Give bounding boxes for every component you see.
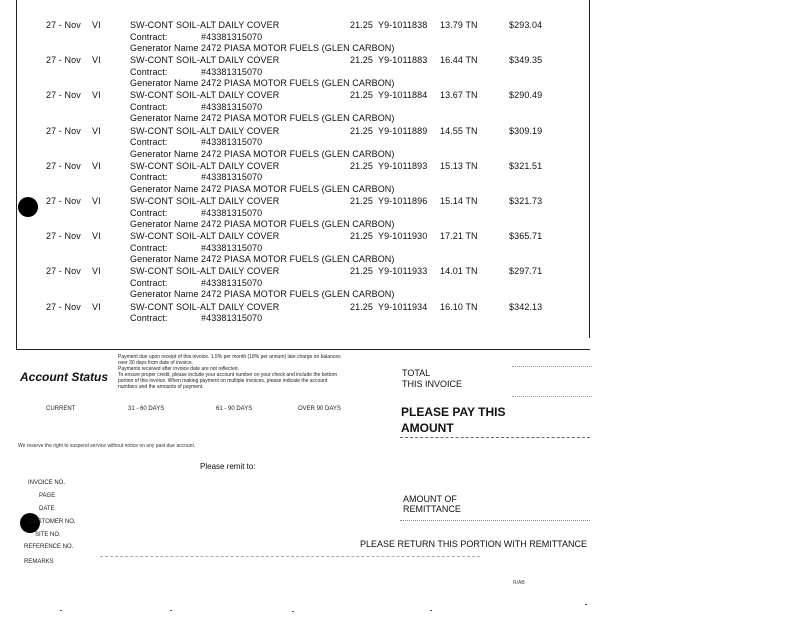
row-date: 27 - Nov — [46, 20, 81, 30]
row-ticket: Y9-1011889 — [378, 125, 428, 136]
row-ticket: Y9-1011933 — [378, 266, 428, 277]
row-contract: #43381315070 — [201, 172, 263, 183]
row-rate: 21.25 — [350, 266, 374, 277]
row-amount: $309.19 — [509, 125, 543, 136]
scan-speck — [430, 610, 432, 611]
row-generator: 2472 PIASA MOTOR FUELS (GLEN CARBON) — [201, 254, 395, 265]
table-left-border — [16, 0, 17, 350]
row-ticket: Y9-1011934 — [378, 301, 428, 312]
row-contract: #43381315070 — [201, 31, 263, 42]
row-ticket: Y9-1011930 — [378, 231, 428, 242]
row-generator: 2472 PIASA MOTOR FUELS (GLEN CARBON) — [201, 78, 395, 89]
row-desc: SW-CONT SOIL-ALT DAILY COVER — [130, 196, 280, 206]
current-label: CURRENT — [46, 406, 76, 412]
date-label: DATE — [39, 506, 55, 512]
customer-no-label: CUSTOMER NO. — [29, 519, 76, 525]
row-desc: SW-CONT SOIL-ALT DAILY COVER — [130, 20, 280, 30]
row-generator: 2472 PIASA MOTOR FUELS (GLEN CARBON) — [201, 219, 395, 229]
amount-of-remittance-label: AMOUNT OF REMITTANCE — [403, 494, 461, 514]
row-generator: 2472 PIASA MOTOR FUELS (GLEN CARBON) — [201, 183, 395, 194]
row-code: VI — [92, 90, 101, 101]
row-desc: SW-CONT SOIL-ALT DAILY COVER — [130, 301, 280, 312]
row-ticket: Y9-1011838 — [378, 20, 428, 30]
row-tons: 16.44 TN — [440, 55, 478, 66]
row-rate: 21.25 — [350, 160, 374, 171]
row-rate: 21.25 — [350, 125, 374, 136]
reference-no-label: REFERENCE NO. — [24, 544, 74, 550]
row-contract: #43381315070 — [201, 313, 263, 324]
row-tons: 17.21 TN — [440, 231, 478, 242]
row-date: 27 - Nov — [46, 160, 81, 171]
row-rate: 21.25 — [350, 301, 374, 312]
row-desc: SW-CONT SOIL-ALT DAILY COVER — [130, 90, 280, 101]
row-contract-label: Contract: — [130, 277, 168, 288]
row-contract: #43381315070 — [201, 242, 263, 253]
row-generator-label: Generator Name — [130, 219, 199, 229]
total-label: TOTAL THIS INVOICE — [402, 368, 463, 389]
row-desc: SW-CONT SOIL-ALT DAILY COVER — [130, 125, 280, 136]
row-contract-label: Contract: — [130, 31, 168, 42]
row-amount: $290.49 — [509, 90, 543, 101]
table-bottom-border — [16, 349, 590, 350]
row-contract-label: Contract: — [130, 101, 168, 112]
row-generator: 2472 PIASA MOTOR FUELS (GLEN CARBON) — [201, 148, 395, 159]
scan-speck — [585, 604, 587, 605]
scan-speck — [170, 610, 172, 611]
row-tons: 15.14 TN — [440, 196, 478, 206]
row-tons: 14.55 TN — [440, 125, 478, 136]
row-code: VI — [92, 196, 101, 206]
row-code: VI — [92, 125, 101, 136]
row-date: 27 - Nov — [46, 266, 81, 277]
please-pay-label: PLEASE PAY THIS AMOUNT — [401, 405, 506, 435]
remittance-rule — [400, 520, 590, 521]
row-date: 27 - Nov — [46, 90, 81, 101]
row-amount: $349.35 — [509, 55, 543, 66]
total-dots-top — [512, 366, 592, 367]
account-status-title: Account Status — [20, 370, 109, 384]
row-tons: 14.01 TN — [440, 266, 478, 277]
row-contract: #43381315070 — [201, 277, 263, 288]
row-contract-label: Contract: — [130, 313, 168, 324]
row-date: 27 - Nov — [46, 231, 81, 242]
row-tons: 16.10 TN — [440, 301, 478, 312]
row-contract-label: Contract: — [130, 172, 168, 183]
row-ticket: Y9-1011896 — [378, 196, 428, 206]
row-amount: $365.71 — [509, 231, 543, 242]
scan-speck — [292, 611, 294, 612]
row-amount: $293.04 — [509, 20, 543, 30]
row-rate: 21.25 — [350, 196, 374, 206]
please-remit-label: Please remit to: — [200, 462, 256, 471]
row-code: VI — [92, 231, 101, 242]
row-rate: 21.25 — [350, 20, 374, 30]
row-generator: 2472 PIASA MOTOR FUELS (GLEN CARBON) — [201, 289, 395, 300]
row-generator: 2472 PIASA MOTOR FUELS (GLEN CARBON) — [201, 43, 395, 53]
pay-amount-rule — [400, 437, 590, 438]
remarks-label: REMARKS — [24, 559, 54, 565]
row-tons: 13.67 TN — [440, 90, 478, 101]
row-desc: SW-CONT SOIL-ALT DAILY COVER — [130, 160, 280, 171]
row-contract-label: Contract: — [130, 242, 168, 253]
row-contract-label: Contract: — [130, 207, 168, 218]
row-generator-label: Generator Name — [130, 148, 199, 159]
row-tons: 15.13 TN — [440, 160, 478, 171]
row-rate: 21.25 — [350, 231, 374, 242]
row-amount: $297.71 — [509, 266, 543, 277]
row-amount: $321.73 — [509, 196, 543, 206]
aging-61-90-label: 61 - 90 DAYS — [216, 406, 253, 412]
row-rate: 21.25 — [350, 90, 374, 101]
row-rate: 21.25 — [350, 55, 374, 66]
row-ticket: Y9-1011893 — [378, 160, 428, 171]
row-ticket: Y9-1011883 — [378, 55, 428, 66]
row-contract: #43381315070 — [201, 101, 263, 112]
remarks-rule — [100, 556, 480, 557]
aging-31-60-label: 31 - 60 DAYS — [128, 406, 165, 412]
row-ticket: Y9-1011884 — [378, 90, 428, 101]
row-code: VI — [92, 20, 101, 30]
payment-terms: Payment due upon receipt of this invoice. 1.5% per month (18% per annum) late charge on balances over 30 days from date of invoice. Payments received after invoice date are not reflected. To ensure proper credit, please include your account number on your check and include the bottom portion of this invoice. When making payment on multiple invoices, please indicate the account numbers and the amounts of payment. — [118, 354, 341, 390]
row-amount: $321.51 — [509, 160, 543, 171]
row-desc: SW-CONT SOIL-ALT DAILY COVER — [130, 266, 280, 277]
scan-speck — [60, 610, 62, 611]
row-generator-label: Generator Name — [130, 183, 199, 194]
row-date: 27 - Nov — [46, 196, 81, 206]
row-generator-label: Generator Name — [130, 78, 199, 89]
form-code: R/AB — [513, 580, 525, 586]
row-desc: SW-CONT SOIL-ALT DAILY COVER — [130, 231, 280, 242]
site-no-label: SITE NO. — [35, 532, 61, 538]
row-generator-label: Generator Name — [130, 113, 199, 124]
row-code: VI — [92, 160, 101, 171]
return-portion-note: PLEASE RETURN THIS PORTION WITH REMITTANCE — [360, 539, 588, 549]
row-contract-label: Contract: — [130, 137, 168, 148]
row-contract: #43381315070 — [201, 207, 263, 218]
row-generator: 2472 PIASA MOTOR FUELS (GLEN CARBON) — [201, 113, 395, 124]
row-date: 27 - Nov — [46, 301, 81, 312]
row-generator-label: Generator Name — [130, 43, 199, 53]
row-generator-label: Generator Name — [130, 254, 199, 265]
row-contract: #43381315070 — [201, 66, 263, 77]
row-code: VI — [92, 301, 101, 312]
row-tons: 13.79 TN — [440, 20, 478, 30]
table-right-border — [589, 0, 590, 338]
row-code: VI — [92, 55, 101, 66]
row-date: 27 - Nov — [46, 55, 81, 66]
invoice-no-label: INVOICE NO. — [28, 480, 66, 486]
aging-over-90-label: OVER 90 DAYS — [298, 406, 341, 412]
row-amount: $342.13 — [509, 301, 543, 312]
row-desc: SW-CONT SOIL-ALT DAILY COVER — [130, 55, 280, 66]
row-date: 27 - Nov — [46, 125, 81, 136]
page-label: PAGE — [39, 493, 56, 499]
row-contract: #43381315070 — [201, 137, 263, 148]
total-dots-bottom — [512, 396, 592, 397]
row-code: VI — [92, 266, 101, 277]
row-generator-label: Generator Name — [130, 289, 199, 300]
reserve-note: We reserve the right to suspend service without notice on any past due account. — [18, 443, 196, 449]
row-contract-label: Contract: — [130, 66, 168, 77]
punch-hole-top — [18, 197, 38, 217]
